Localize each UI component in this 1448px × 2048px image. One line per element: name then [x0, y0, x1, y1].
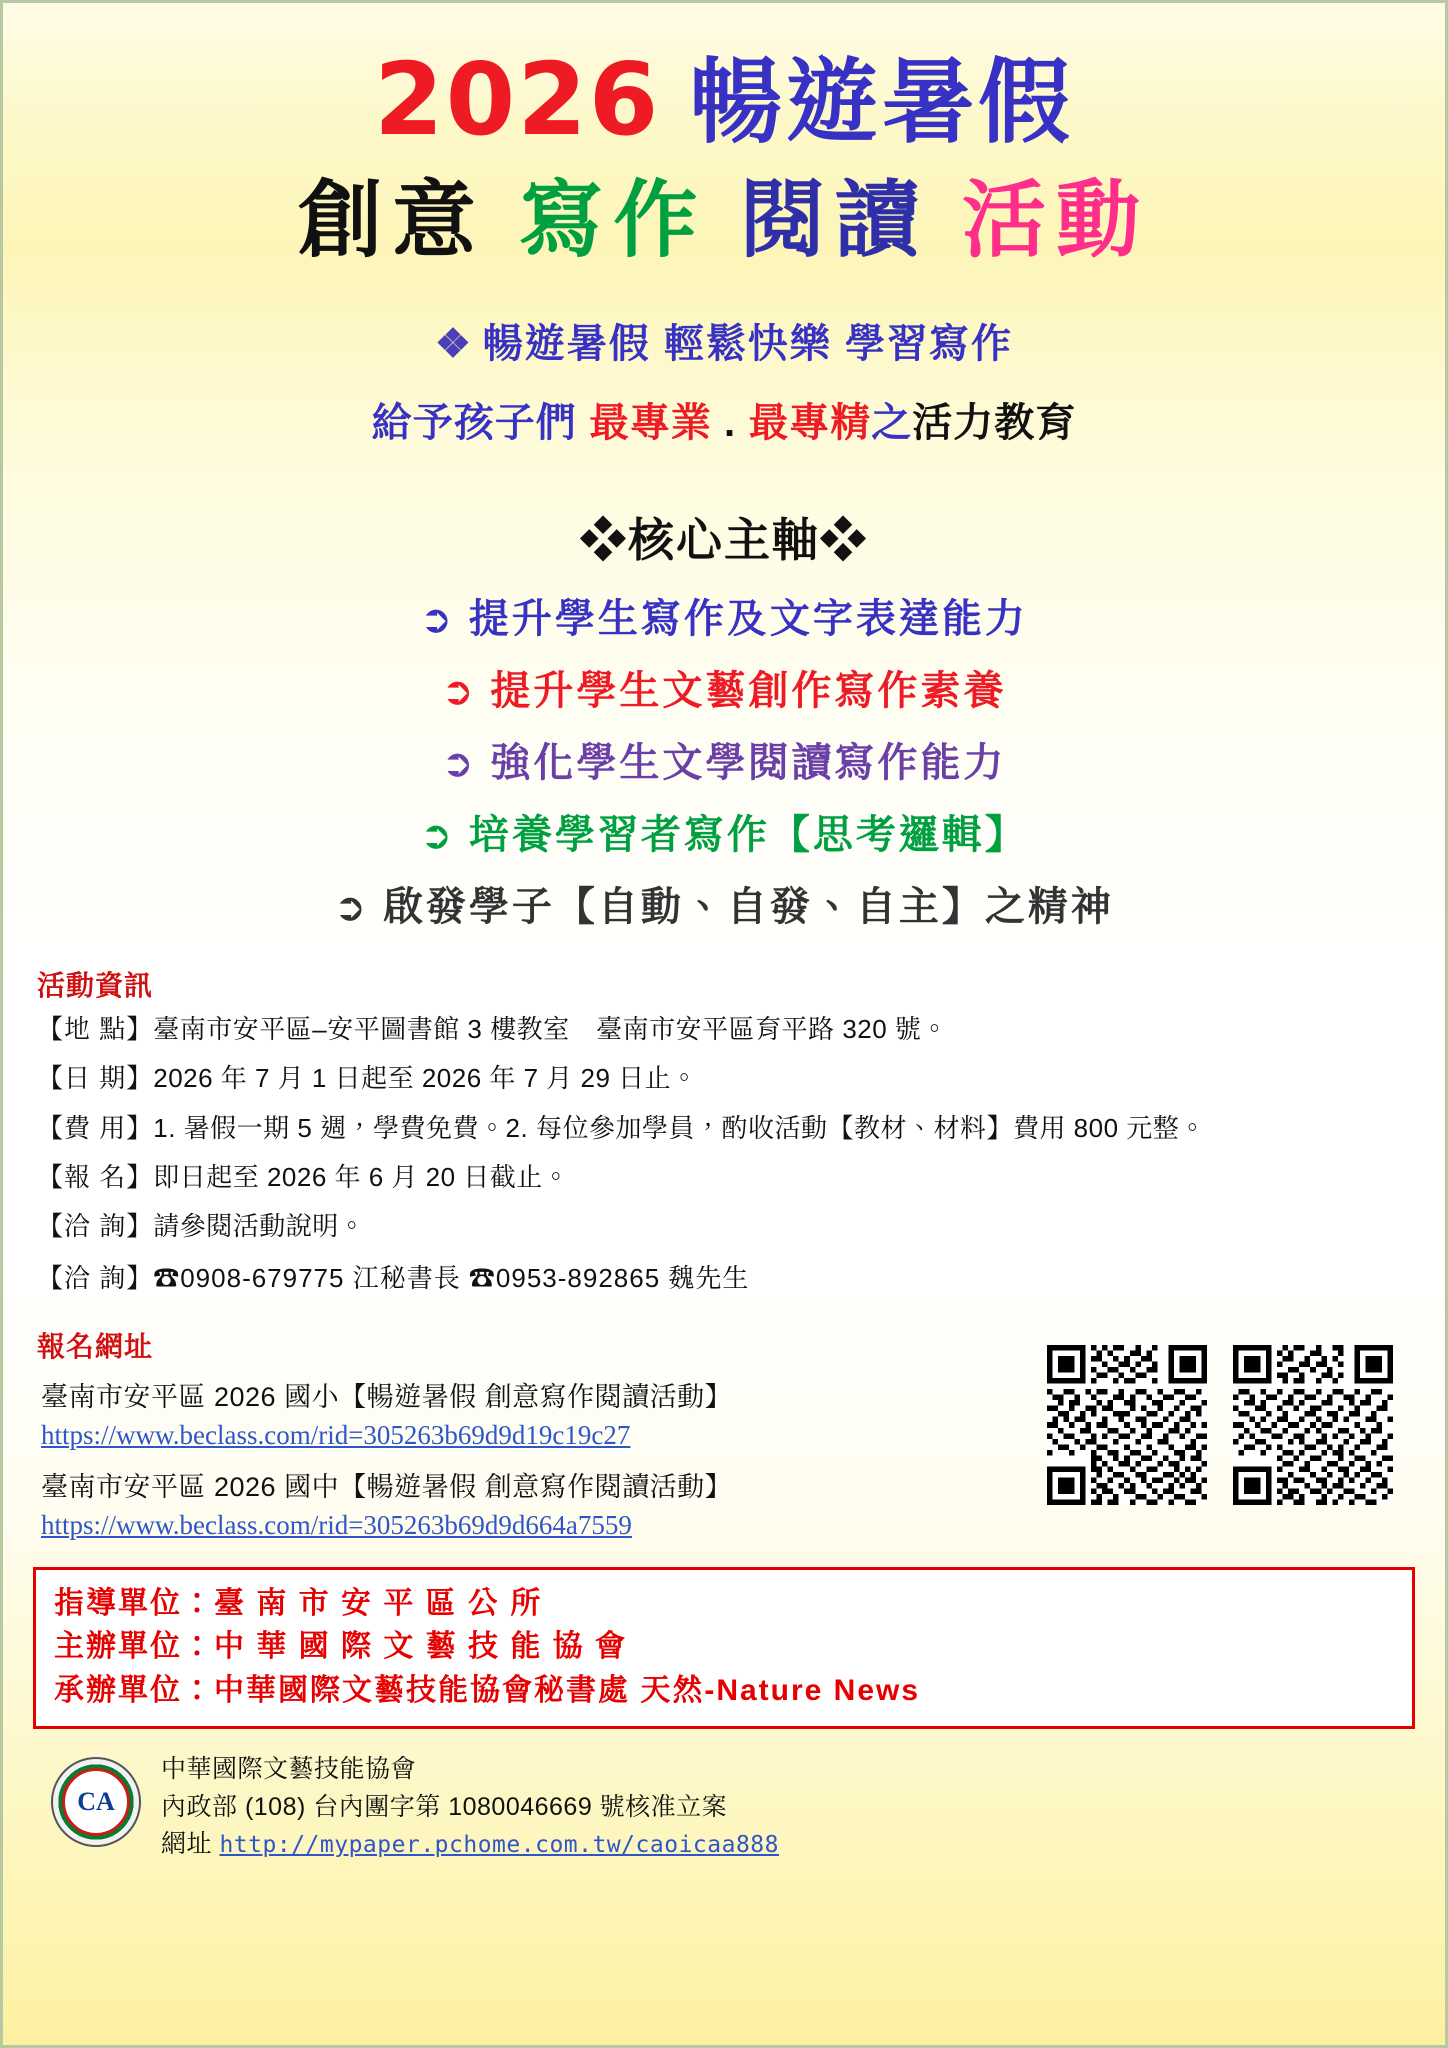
core-item-label: 強化學生文學閱讀寫作能力 — [490, 741, 1007, 786]
core-item-label: 提升學生文藝創作寫作素養 — [490, 669, 1007, 714]
info-row-contact-phones: 【洽 詢】☎0908-679775 江秘書長 ☎0953-892865 魏先生 — [37, 1262, 750, 1293]
core-item — [3, 740, 1445, 786]
footer-license: 內政部 (108) 台內團字第 1080046669 號核准立案 — [161, 1792, 728, 1821]
arrow-icon: ➲ — [420, 813, 455, 858]
info-row-fee — [37, 1111, 1445, 1146]
registration-label-elementary: 臺南市安平區 2026 國小【暢遊暑假 創意寫作閱讀活動】 — [41, 1381, 733, 1412]
title-year: 2026 — [374, 41, 661, 158]
footer-org-name: 中華國際文藝技能協會 — [161, 1755, 417, 1784]
core-item — [3, 812, 1445, 858]
info-row-enquiry — [37, 1209, 1445, 1244]
organiser-line-guidance: 指導單位：臺 南 市 安 平 區 公 所 — [54, 1586, 543, 1620]
arrow-icon: ➲ — [334, 885, 369, 930]
core-item — [3, 596, 1445, 642]
subtitle-2-part-6: 活力教育 — [912, 401, 1077, 446]
registration-link-junior-high[interactable]: https://www.beclass.com/rid=305263b69d9d664a7559 — [41, 1509, 632, 1540]
info-label: 【報 名】 — [37, 1161, 154, 1192]
arrow-icon: ➲ — [441, 669, 477, 714]
core-item — [3, 668, 1445, 714]
core-item — [3, 884, 1445, 930]
title-seg-reading: 閱讀 — [740, 173, 929, 267]
footer-website-row — [161, 1826, 779, 1864]
registration-block — [3, 1325, 1445, 1541]
info-value: 即日起至 2026 年 6 月 20 日截止。 — [153, 1161, 570, 1192]
info-row-signup — [37, 1160, 1445, 1195]
title-seg-creative: 創意 — [297, 173, 486, 267]
registration-link-elementary[interactable]: https://www.beclass.com/rid=305263b69d9d19c19c27 — [41, 1419, 631, 1450]
qr-code-group — [1047, 1345, 1393, 1505]
core-section-heading: ❖核心主軸❖ — [580, 514, 868, 567]
organiser-line-host: 主辦單位：中 華 國 際 文 藝 技 能 協 會 — [54, 1630, 628, 1664]
info-row-location — [37, 1012, 1445, 1047]
info-row-date — [37, 1061, 1445, 1096]
logo-text: CA — [77, 1787, 115, 1817]
footer-website-label: 網址 — [161, 1830, 220, 1859]
subtitle-2-part-5: 之 — [871, 401, 913, 446]
registration-heading: 報名網址 — [37, 1330, 154, 1362]
core-item-label: 啟發學子【自動、自發、自主】之精神 — [382, 885, 1114, 930]
info-value: 臺南市安平區–安平圖書館 3 樓教室 臺南市安平區育平路 320 號。 — [153, 1014, 948, 1045]
qr-code-elementary[interactable] — [1047, 1345, 1207, 1505]
title-seg-activity: 活動 — [962, 173, 1151, 267]
title-seg-writing: 寫作 — [519, 173, 708, 267]
diamond-bullet-icon: ❖ — [434, 322, 473, 367]
poster-title-line-1 — [3, 41, 1445, 158]
association-logo-icon — [51, 1757, 141, 1847]
info-label: 【地 點】 — [37, 1014, 154, 1045]
organiser-line-executor: 承辦單位：中華國際文藝技能協會秘書處 天然-Nature News — [54, 1673, 921, 1707]
qr-code-junior-high[interactable] — [1233, 1345, 1393, 1505]
subtitle-2-part-3: . — [711, 401, 749, 446]
subtitle-line-2 — [3, 391, 1445, 448]
info-label: 【日 期】 — [37, 1063, 154, 1094]
footer-text-block — [161, 1751, 779, 1864]
info-label: 【費 用】 — [37, 1112, 154, 1143]
subtitle-2-part-4: 最專精 — [748, 401, 872, 446]
info-value: 1. 暑假一期 5 週，學費免費。2. 每位參加學員，酌收活動【教材、材料】費用 800 元整。 — [153, 1112, 1206, 1143]
event-info-block — [3, 964, 1445, 1294]
core-item-label: 培養學習者寫作【思考邏輯】 — [468, 813, 1028, 858]
info-value: 2026 年 7 月 1 日起至 2026 年 7 月 29 日止。 — [153, 1063, 698, 1094]
arrow-icon: ➲ — [420, 597, 455, 642]
poster-title-line-2 — [3, 174, 1445, 266]
info-label: 【洽 詢】 — [37, 1210, 154, 1241]
title-main-1: 暢遊暑假 — [689, 52, 1074, 154]
registration-label-junior-high: 臺南市安平區 2026 國中【暢遊暑假 創意寫作閱讀活動】 — [41, 1471, 733, 1502]
subtitle-2-part-1: 給予孩子們 — [371, 401, 577, 446]
footer — [3, 1751, 1445, 1864]
info-value: 請參閱活動說明。 — [153, 1210, 366, 1241]
organiser-box — [33, 1567, 1415, 1730]
subtitle-line-1 — [3, 312, 1445, 369]
footer-website-link[interactable]: http://mypaper.pchome.com.tw/caoicaa888 — [219, 1832, 779, 1859]
subtitle-line-1-text: 暢遊暑假 輕鬆快樂 學習寫作 — [482, 322, 1014, 367]
subtitle-2-part-2: 最專業 — [576, 401, 712, 446]
core-list — [3, 596, 1445, 930]
core-item-label: 提升學生寫作及文字表達能力 — [468, 597, 1028, 642]
arrow-icon: ➲ — [441, 741, 477, 786]
event-info-heading: 活動資訊 — [37, 970, 154, 1002]
